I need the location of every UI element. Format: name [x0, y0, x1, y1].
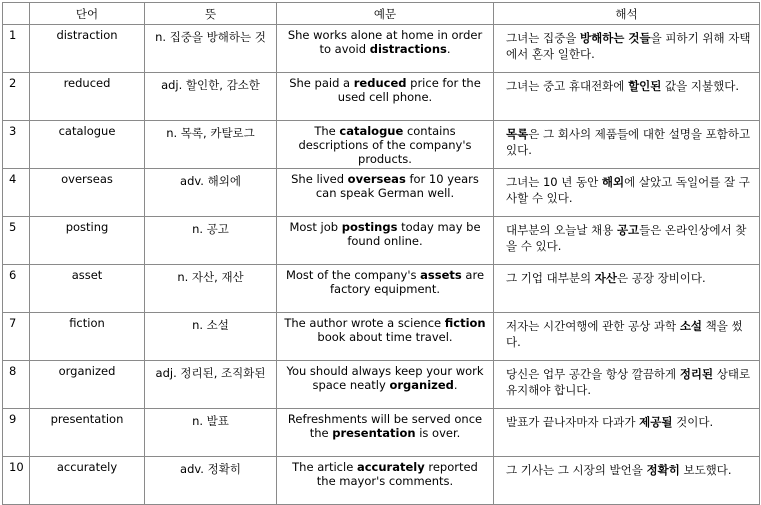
row-number: 1: [3, 25, 30, 73]
translation-text: 상태로 유지해야 합니다.: [506, 367, 751, 397]
translation-keyword: 공고: [616, 223, 640, 237]
table-row: [3, 265, 760, 313]
example-text: book about time travel.: [317, 330, 453, 344]
example-text: She works alone at home in order to avoid: [287, 28, 483, 56]
example-text: .: [453, 378, 458, 392]
example-cell: [277, 25, 494, 73]
word-cell: catalogue: [30, 121, 145, 169]
row-number: 9: [3, 409, 30, 457]
table-row: [3, 217, 760, 265]
row-number: 6: [3, 265, 30, 313]
example-text: Refreshments will be served once the: [287, 412, 483, 440]
translation-text: 그녀는 10 년 동안: [506, 175, 602, 189]
table-row: [3, 361, 760, 409]
example-cell: [277, 217, 494, 265]
translation-cell: [494, 409, 760, 457]
meaning-cell: n. 목록, 카탈로그: [145, 121, 277, 169]
meaning-cell: adv. 정확히: [145, 457, 277, 505]
table-row: [3, 409, 760, 457]
row-number: 2: [3, 73, 30, 121]
translation-keyword: 제공될: [639, 415, 673, 429]
meaning-cell: n. 집중을 방해하는 것: [145, 25, 277, 73]
header-example: 예문: [277, 3, 494, 25]
example-keyword: accurately: [356, 460, 425, 474]
word-cell: presentation: [30, 409, 145, 457]
example-cell: [277, 457, 494, 505]
row-number: 8: [3, 361, 30, 409]
row-number: 4: [3, 169, 30, 217]
example-text: are factory equipment.: [329, 268, 485, 296]
example-text: You should always keep your work space neatly: [286, 364, 484, 392]
translation-text: 은 공장 장비이다.: [616, 271, 706, 285]
example-keyword: overseas: [347, 172, 406, 186]
example-text: reported the mayor's comments.: [316, 460, 478, 488]
translation-keyword: 정확히: [646, 463, 680, 477]
word-cell: overseas: [30, 169, 145, 217]
meaning-cell: n. 공고: [145, 217, 277, 265]
translation-cell: [494, 25, 760, 73]
example-text: The: [314, 124, 340, 138]
example-cell: [277, 121, 494, 169]
translation-text: 그 기사는 그 시장의 발언을: [506, 463, 647, 477]
table-row: [3, 25, 760, 73]
row-number: 7: [3, 313, 30, 361]
example-text: Most job: [289, 220, 342, 234]
translation-cell: [494, 169, 760, 217]
example-keyword: distractions: [369, 42, 447, 56]
translation-text: 그녀는 집중을: [506, 31, 580, 45]
translation-keyword: 할인된: [628, 79, 662, 93]
example-text: price for the used cell phone.: [337, 76, 481, 104]
example-text: is over.: [415, 426, 461, 440]
translation-keyword: 자산: [594, 271, 617, 285]
translation-keyword: 방해하는 것들: [579, 31, 651, 45]
example-cell: [277, 265, 494, 313]
translation-text: 보도했다.: [679, 463, 732, 477]
word-cell: posting: [30, 217, 145, 265]
translation-cell: [494, 217, 760, 265]
meaning-cell: adv. 해외에: [145, 169, 277, 217]
example-keyword: organized: [389, 378, 454, 392]
translation-text: 대부분의 오늘날 채용: [506, 223, 617, 237]
translation-keyword: 정리된: [679, 367, 714, 381]
meaning-cell: adj. 정리된, 조직화된: [145, 361, 277, 409]
translation-keyword: 소설: [679, 319, 703, 333]
example-text: The author wrote a science: [284, 316, 445, 330]
row-number: 3: [3, 121, 30, 169]
word-cell: reduced: [30, 73, 145, 121]
example-text: She paid a: [289, 76, 354, 90]
example-keyword: assets: [420, 268, 462, 282]
example-text: She lived: [291, 172, 348, 186]
example-text: contains descriptions of the company's products.: [298, 124, 472, 166]
header-meaning: 뜻: [145, 3, 277, 25]
translation-text: 그 기업 대부분의: [506, 271, 595, 285]
translation-cell: [494, 361, 760, 409]
translation-text: 발표가 끝나자마자 다과가: [506, 415, 640, 429]
header-translation: 해석: [494, 3, 760, 25]
table-row: [3, 457, 760, 505]
example-cell: [277, 313, 494, 361]
example-keyword: catalogue: [339, 124, 404, 138]
translation-keyword: 해외: [601, 175, 625, 189]
example-keyword: presentation: [332, 426, 416, 440]
translation-text: 들은 온라인상에서 찾을 수 있다.: [506, 223, 747, 253]
example-keyword: reduced: [353, 76, 407, 90]
table-row: [3, 169, 760, 217]
example-cell: [277, 361, 494, 409]
table-row: [3, 73, 760, 121]
translation-text: 것이다.: [672, 415, 714, 429]
table-row: [3, 313, 760, 361]
example-cell: [277, 169, 494, 217]
translation-cell: [494, 265, 760, 313]
example-keyword: postings: [341, 220, 398, 234]
row-number: 5: [3, 217, 30, 265]
meaning-cell: adj. 할인한, 감소한: [145, 73, 277, 121]
example-text: The article: [292, 460, 357, 474]
example-text: Most of the company's: [285, 268, 421, 282]
example-text: .: [446, 42, 451, 56]
translation-cell: [494, 313, 760, 361]
example-cell: [277, 73, 494, 121]
header-word: 단어: [30, 3, 145, 25]
translation-text: 책을 썼다.: [506, 319, 743, 349]
translation-cell: [494, 121, 760, 169]
translation-text: 은 그 회사의 제품들에 대한 설명을 포함하고 있다.: [506, 127, 751, 157]
translation-cell: [494, 457, 760, 505]
word-cell: distraction: [30, 25, 145, 73]
vocabulary-table: [2, 2, 760, 505]
word-cell: accurately: [30, 457, 145, 505]
meaning-cell: n. 소설: [145, 313, 277, 361]
translation-text: 당신은 업무 공간을 항상 깔끔하게: [506, 367, 680, 381]
word-cell: asset: [30, 265, 145, 313]
example-text: today may be found online.: [347, 220, 481, 248]
translation-text: 저자는 시간여행에 관한 공상 과학: [506, 319, 680, 333]
translation-text: 값을 지불했다.: [661, 79, 740, 93]
table-row: [3, 121, 760, 169]
translation-text: 에 살았고 독일어를 잘 구사할 수 있다.: [506, 175, 750, 205]
table-header-row: [3, 3, 760, 25]
example-text: for 10 years can speak German well.: [315, 172, 479, 200]
example-cell: [277, 409, 494, 457]
row-number: 10: [3, 457, 30, 505]
word-cell: organized: [30, 361, 145, 409]
word-cell: fiction: [30, 313, 145, 361]
translation-cell: [494, 73, 760, 121]
header-number: [3, 3, 30, 25]
meaning-cell: n. 자산, 재산: [145, 265, 277, 313]
translation-text: 그녀는 중고 휴대전화에: [506, 79, 629, 93]
example-keyword: fiction: [444, 316, 486, 330]
translation-keyword: 목록: [506, 127, 529, 141]
meaning-cell: n. 발표: [145, 409, 277, 457]
translation-text: 을 피하기 위해 자택에서 혼자 일한다.: [506, 31, 751, 61]
